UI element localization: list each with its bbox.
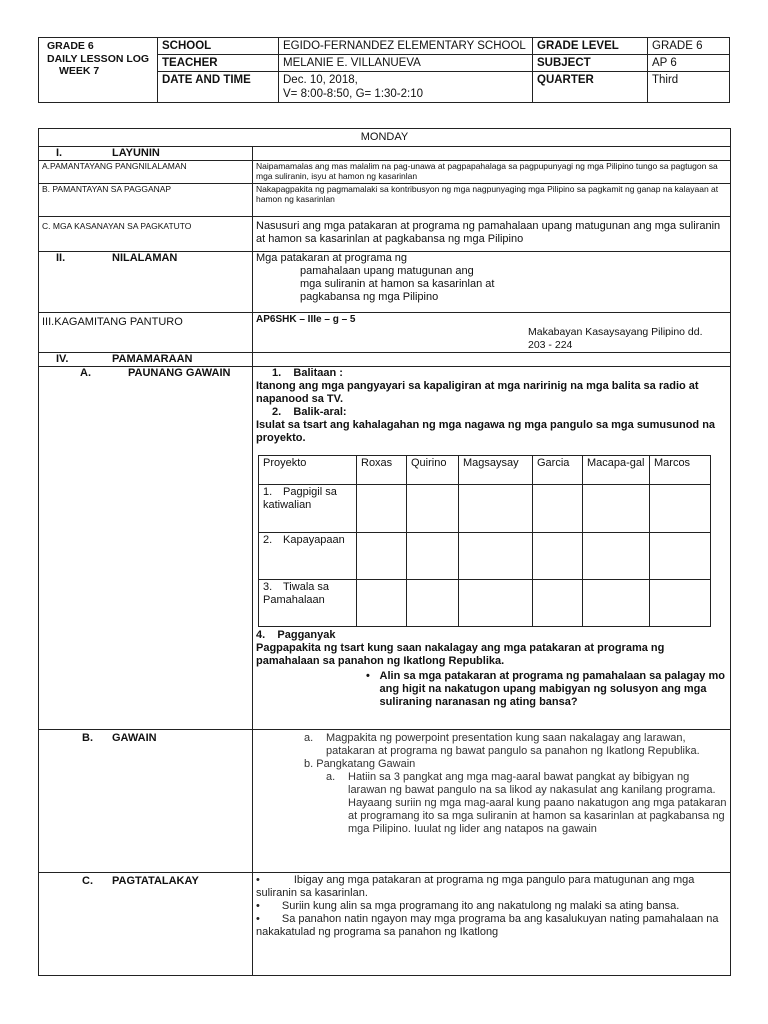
- table-header: Proyekto: [259, 456, 357, 485]
- table-cell[interactable]: [583, 580, 650, 627]
- item-marker: a.: [304, 732, 314, 744]
- table-header: Marcos: [650, 456, 711, 485]
- table-cell[interactable]: [407, 580, 459, 627]
- section-title: LAYUNIN: [112, 147, 160, 159]
- project-number: 1.: [263, 486, 273, 498]
- kagamitan-heading: [39, 313, 253, 353]
- subject-label: SUBJECT: [533, 55, 648, 72]
- log-title-cell: [39, 38, 158, 103]
- reference-pages: 203 - 224: [528, 339, 573, 351]
- pagganyak-question: [256, 670, 727, 709]
- table-cell[interactable]: [583, 533, 650, 580]
- bullet-icon: •: [256, 900, 260, 912]
- date-value: [279, 72, 533, 103]
- discussion-text: Sa panahon natin ngayon may mga programa ba ang kasalukuyan nating pamahalaan na nakakatulad ng programa sa panahon ng Ikatlong: [256, 913, 719, 938]
- section-title: PAMAMARAAN: [112, 353, 193, 365]
- table-cell[interactable]: [650, 533, 711, 580]
- nilalaman-heading: [39, 252, 253, 313]
- project-name: Kapayapaan: [283, 534, 345, 546]
- kasanayan-label: C. MGA KASANAYAN SA PAGKATUTO: [39, 217, 253, 252]
- table-cell[interactable]: [407, 485, 459, 533]
- table-header: Macapa-gal: [583, 456, 650, 485]
- projekto-table: [258, 455, 711, 627]
- nilalaman-line: Mga patakaran at programa ng: [256, 252, 408, 264]
- pagtatalakay-heading: [39, 873, 253, 976]
- date-label: DATE AND TIME: [158, 72, 279, 103]
- item-marker: a.: [326, 771, 336, 783]
- table-header: Magsaysay: [459, 456, 533, 485]
- bullet-icon: •: [256, 913, 260, 925]
- pamantayan-sa-pagganap-value: Nakapagpakita ng pagmamalaki sa kontribusyon ng mga nagpunyaging mga Pilipino sa pagkamit ng ganap na kalayaan at hamon ng kasarinlan: [253, 184, 731, 217]
- table-cell[interactable]: [357, 580, 407, 627]
- layunin-heading: [39, 147, 253, 161]
- reference-line: Makabayan Kasaysayang Pilipino dd.: [528, 326, 703, 338]
- quarter-label: QUARTER: [533, 72, 648, 103]
- table-cell[interactable]: [459, 580, 533, 627]
- table-cell[interactable]: [533, 533, 583, 580]
- grade-level-value: GRADE 6: [648, 38, 730, 55]
- kagamitan-value: [253, 313, 731, 353]
- table-cell[interactable]: [357, 485, 407, 533]
- empty-cell: [253, 147, 731, 161]
- section-number: II.: [56, 252, 66, 264]
- section-title: NILALAMAN: [112, 252, 178, 264]
- balik-aral-title: 2. Balik-aral:: [272, 406, 347, 418]
- question-text: Alin sa mga patakaran at programa ng pamahalaan sa palagay mo ang higit na nakatugon upang mabigyan ng solusyon ang mga suliraning naranasan ng ating bansa?: [379, 670, 725, 708]
- section-letter: C.: [82, 875, 93, 887]
- table-cell[interactable]: [459, 533, 533, 580]
- quarter-value: Third: [648, 72, 730, 103]
- table-cell[interactable]: [533, 485, 583, 533]
- discussion-text: Ibigay ang mga patakaran at programa ng mga pangulo para matugunan ang mga suliranin sa kasarinlan.: [256, 874, 695, 899]
- section-number: IV.: [56, 353, 69, 365]
- school-value: EGIDO-FERNANDEZ ELEMENTARY SCHOOL: [279, 38, 533, 55]
- pagtatalakay-content: [253, 873, 731, 976]
- grade-heading: GRADE 6: [47, 40, 94, 52]
- day-heading: MONDAY: [39, 129, 731, 147]
- log-heading: DAILY LESSON LOG: [47, 52, 150, 65]
- table-header: Quirino: [407, 456, 459, 485]
- project-cell: [259, 580, 357, 627]
- school-label: SCHOOL: [158, 38, 279, 55]
- pagganyak-title: 4. Pagganyak: [256, 629, 336, 641]
- section-title: PAUNANG GAWAIN: [128, 367, 231, 379]
- gawain-heading: [39, 730, 253, 873]
- lesson-table: [38, 128, 731, 976]
- table-header: Roxas: [357, 456, 407, 485]
- project-cell: [259, 485, 357, 533]
- nilalaman-line: pamahalaan upang matugunan ang: [300, 265, 474, 277]
- section-title: KAGAMITANG PANTURO: [54, 316, 183, 328]
- pamamaraan-heading: [39, 353, 253, 367]
- pamantayang-pangnilalaman-value: Naipamamalas ang mas malalim na pag-unawa at pagpapahalaga sa pagpupunyagi ng mga Pilipino tungo sa pagtugon sa mga suliranin, isyu at hamon ng kasarinlan: [253, 161, 731, 184]
- section-letter: A.: [80, 367, 91, 379]
- empty-cell: [253, 353, 731, 367]
- discussion-text: Suriin kung alin sa mga programang ito ang nakatulong ng malaki sa ating bansa.: [281, 900, 680, 912]
- item-text: Magpakita ng powerpoint presentation kung saan nakalagay ang larawan, patakaran at programa ng bawat pangulo sa panahon ng Ikatlong Republika.: [326, 732, 700, 757]
- gawain-item-b: b. Pangkatang Gawain: [304, 758, 416, 770]
- nilalaman-line: mga suliranin at hamon sa kasarinlan at: [300, 278, 495, 290]
- discussion-item: [256, 913, 727, 939]
- section-number: III.: [42, 316, 55, 328]
- date-line: Dec. 10, 2018,: [283, 74, 358, 86]
- table-cell[interactable]: [407, 533, 459, 580]
- paunang-gawain-content: [253, 367, 731, 730]
- bullet-icon: •: [256, 874, 260, 886]
- paunang-gawain-heading: [39, 367, 253, 730]
- table-header: Garcia: [533, 456, 583, 485]
- project-number: 3.: [263, 581, 273, 593]
- project-name: Pagpigil sa katiwalian: [263, 486, 337, 511]
- table-cell[interactable]: [650, 580, 711, 627]
- learning-code: AP6SHK – IIIe – g – 5: [256, 314, 356, 325]
- gawain-content: [253, 730, 731, 873]
- discussion-item: [256, 900, 727, 913]
- table-cell[interactable]: [650, 485, 711, 533]
- table-cell[interactable]: [357, 533, 407, 580]
- section-number: I.: [56, 147, 63, 159]
- table-cell[interactable]: [459, 485, 533, 533]
- grade-level-label: GRADE LEVEL: [533, 38, 648, 55]
- balik-aral-text: Isulat sa tsart ang kahalagahan ng mga nagawa ng mga pangulo sa mga sumusunod na proyekto.: [256, 419, 716, 444]
- kasanayan-value: Nasusuri ang mga patakaran at programa ng pamahalaan upang matugunan ang mga suliranin at hamon sa kasarinlan at pagkabansa ng mga Pilipino: [253, 217, 731, 252]
- section-letter: B.: [82, 732, 93, 744]
- section-title: PAGTATALAKAY: [112, 875, 199, 887]
- header-table: [38, 37, 730, 103]
- table-cell[interactable]: [583, 485, 650, 533]
- nilalaman-line: pagkabansa ng mga Pilipino: [300, 291, 439, 303]
- item-text: Hatiin sa 3 pangkat ang mga mag-aaral bawat pangkat ay bibigyan ng larawan ng bawat pangulo na sa likod ay nakasulat ang kanilang programa. Hayaang suriin ng mga mag-aaral kung paano nakatugon ang mga patakaran at programang ito sa mga suliranin at hamon sa kasarinlan at pagkabansa ng mga Pilipino. Iuulat ng lider ang natapos na gawain: [348, 771, 727, 835]
- subject-value: AP 6: [648, 55, 730, 72]
- bullet-icon: •: [366, 670, 370, 682]
- pamantayang-pangnilalaman-label: A.PAMANTAYANG PANGNILALAMAN: [39, 161, 253, 184]
- project-number: 2.: [263, 534, 273, 546]
- section-title: GAWAIN: [112, 732, 157, 744]
- week-heading: WEEK 7: [59, 65, 100, 77]
- balitaan-title: 1. Balitaan :: [272, 367, 343, 379]
- gawain-sub-item: [256, 771, 727, 835]
- project-name: Tiwala sa Pamahalaan: [263, 581, 330, 606]
- pagganyak-text: Pagpapakita ng tsart kung saan nakalagay ang mga patakaran at programa ng pamahalaan sa panahon ng Ikatlong Republika.: [256, 642, 665, 667]
- balitaan-text: Itanong ang mga pangyayari sa kapaligiran at mga naririnig na mga balita sa radio at napanood sa TV.: [256, 380, 699, 405]
- gawain-item-a: [256, 732, 727, 758]
- pamantayan-sa-pagganap-label: B. PAMANTAYAN SA PAGGANAP: [39, 184, 253, 217]
- table-cell[interactable]: [533, 580, 583, 627]
- nilalaman-value: [253, 252, 731, 313]
- discussion-item: [256, 874, 727, 900]
- project-cell: [259, 533, 357, 580]
- time-line: V= 8:00-8:50, G= 1:30-2:10: [283, 88, 424, 100]
- teacher-label: TEACHER: [158, 55, 279, 72]
- teacher-value: MELANIE E. VILLANUEVA: [279, 55, 533, 72]
